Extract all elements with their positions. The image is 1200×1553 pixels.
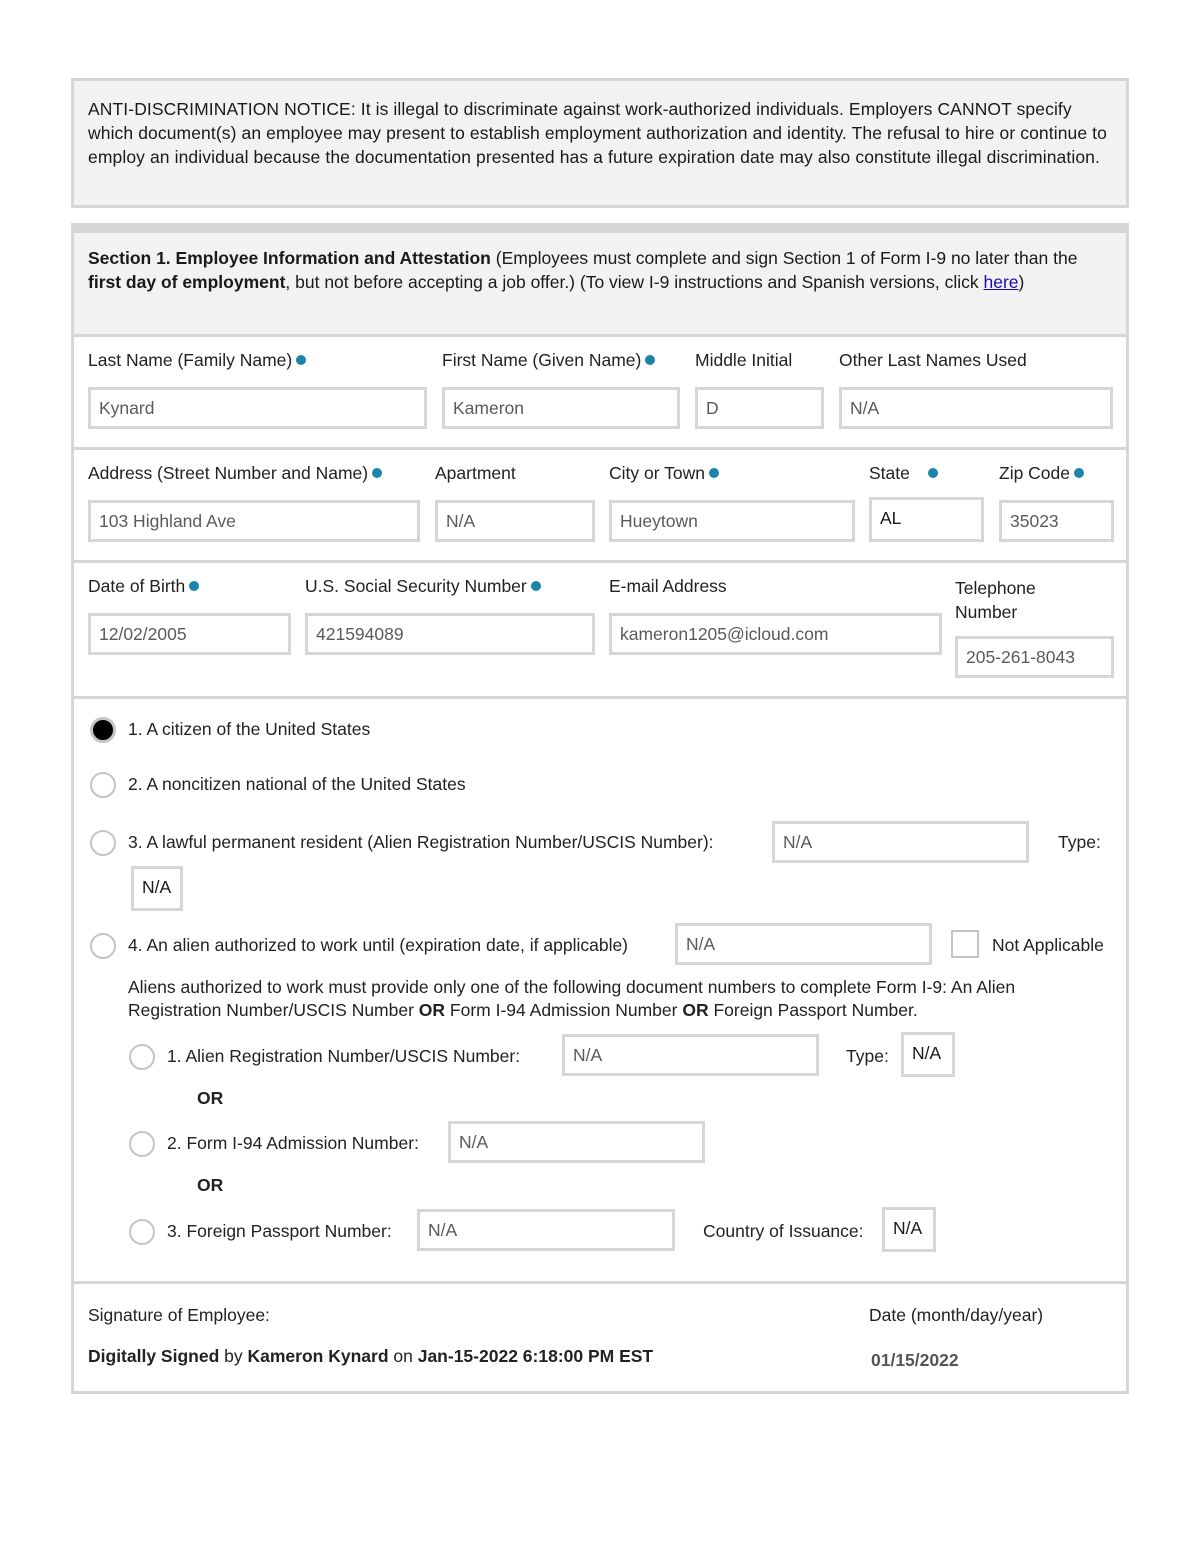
required-dot-icon	[928, 468, 938, 478]
required-dot-icon	[645, 355, 655, 365]
required-dot-icon	[296, 355, 306, 365]
signature-label: Signature of Employee:	[88, 1305, 270, 1325]
country-of-issuance-label: Country of Issuance:	[703, 1221, 864, 1241]
required-dot-icon	[531, 581, 541, 591]
alien-registration-type-select[interactable]: N/A	[901, 1032, 955, 1077]
foreign-passport-radio[interactable]	[129, 1219, 155, 1245]
expiration-date-input[interactable]: N/A	[675, 923, 932, 965]
country-of-issuance-select[interactable]: N/A	[882, 1207, 936, 1252]
i94-radio[interactable]	[129, 1131, 155, 1157]
alien-registration-label: 1. Alien Registration Number/USCIS Number:	[167, 1046, 521, 1066]
status-permanent-resident-radio[interactable]	[90, 830, 116, 856]
required-dot-icon	[372, 468, 382, 478]
last-name-label: Last Name (Family Name)	[88, 350, 306, 371]
alien-instructions: Aliens authorized to work must provide only one of the following document numbers to complete Form I-9: An Alien Registration Number/USCIS Number OR Form I-94 Admission Number OR Foreign Passport Number.	[128, 977, 1016, 1020]
first-name-input[interactable]: Kameron	[442, 387, 680, 429]
apartment-label: Apartment	[435, 463, 516, 483]
signature-date-label: Date (month/day/year)	[869, 1305, 1044, 1325]
signature-row	[74, 1284, 1126, 1394]
not-applicable-label: Not Applicable	[992, 935, 1104, 955]
required-dot-icon	[189, 581, 199, 591]
or-separator: OR	[197, 1088, 224, 1108]
address-input[interactable]: 103 Highland Ave	[88, 500, 420, 542]
status-citizen-label: 1. A citizen of the United States	[128, 719, 371, 739]
dob-input[interactable]: 12/02/2005	[88, 613, 291, 655]
section1-title: Section 1. Employee Information and Attestation	[88, 248, 491, 268]
middle-initial-input[interactable]: D	[695, 387, 824, 429]
email-label: E-mail Address	[609, 576, 727, 596]
alien-registration-radio[interactable]	[129, 1044, 155, 1070]
required-dot-icon	[709, 468, 719, 478]
instructions-link[interactable]: here	[983, 271, 1019, 292]
required-dot-icon	[1074, 468, 1084, 478]
permanent-resident-number-input[interactable]: N/A	[772, 821, 1029, 863]
city-label: City or Town	[609, 463, 719, 484]
status-citizen-radio[interactable]	[90, 717, 116, 743]
address-row	[74, 450, 1126, 563]
section1-form	[71, 223, 1129, 1394]
notice-text: ANTI-DISCRIMINATION NOTICE: It is illegal to discriminate against work-authorized individuals. Employers CANNOT specify which document(s) an employee may present to establish employment authorization and identity. The refusal to hire or continue to employ an individual because the documentation presented has a future expiration date may also constitute illegal discrimination.	[88, 99, 1107, 167]
section1-intro-c: )	[1018, 271, 1025, 292]
other-last-names-label: Other Last Names Used	[839, 350, 1027, 370]
city-input[interactable]: Hueytown	[609, 500, 855, 542]
or-separator: OR	[197, 1175, 224, 1195]
ssn-label: U.S. Social Security Number	[305, 576, 541, 597]
anti-discrimination-notice	[71, 78, 1129, 208]
phone-label: Telephone Number	[955, 578, 1036, 622]
state-select[interactable]: AL	[869, 497, 984, 542]
status-noncitizen-national-label: 2. A noncitizen national of the United States	[128, 774, 466, 794]
i94-input[interactable]: N/A	[448, 1121, 705, 1163]
status-alien-authorized-label: 4. An alien authorized to work until (expiration date, if applicable)	[128, 935, 629, 955]
zip-input[interactable]: 35023	[999, 500, 1114, 542]
zip-label: Zip Code	[999, 463, 1084, 484]
email-input[interactable]: kameron1205@icloud.com	[609, 613, 942, 655]
dob-label: Date of Birth	[88, 576, 199, 597]
other-last-names-input[interactable]: N/A	[839, 387, 1113, 429]
ssn-input[interactable]: 421594089	[305, 613, 595, 655]
alien-registration-input[interactable]: N/A	[562, 1034, 819, 1076]
citizenship-status-section	[74, 699, 1126, 1284]
i94-label: 2. Form I-94 Admission Number:	[167, 1133, 419, 1153]
not-applicable-checkbox[interactable]	[951, 930, 979, 958]
section1-intro-bold: first day of employment	[88, 271, 286, 292]
middle-initial-label: Middle Initial	[695, 350, 793, 370]
status-noncitizen-national-radio[interactable]	[90, 772, 116, 798]
phone-input[interactable]: 205-261-8043	[955, 636, 1114, 678]
section1-intro-a: (Employees must complete and sign Section 1 of Form I-9 no later than the	[490, 248, 1078, 268]
status-alien-authorized-radio[interactable]	[90, 933, 116, 959]
permanent-resident-type-label: Type:	[1058, 832, 1101, 852]
foreign-passport-input[interactable]: N/A	[417, 1209, 675, 1251]
contact-row	[74, 563, 1126, 699]
last-name-input[interactable]: Kynard	[88, 387, 427, 429]
digital-signature: Digitally Signed by Kameron Kynard on Jan-15-2022 6:18:00 PM EST	[88, 1346, 654, 1366]
address-label: Address (Street Number and Name)	[88, 463, 382, 484]
apartment-input[interactable]: N/A	[435, 500, 595, 542]
signature-date-value: 01/15/2022	[871, 1350, 959, 1370]
name-row	[74, 337, 1126, 450]
section1-header	[74, 233, 1126, 337]
alien-registration-type-label: Type:	[846, 1046, 889, 1066]
first-name-label: First Name (Given Name)	[442, 350, 655, 371]
state-label: State	[869, 463, 938, 484]
permanent-resident-type-select[interactable]: N/A	[131, 866, 183, 911]
section1-intro-b: , but not before accepting a job offer.) (To view I-9 instructions and Spanish versions, click	[285, 271, 984, 292]
foreign-passport-label: 3. Foreign Passport Number:	[167, 1221, 392, 1241]
status-permanent-resident-label: 3. A lawful permanent resident (Alien Registration Number/USCIS Number):	[128, 832, 714, 852]
